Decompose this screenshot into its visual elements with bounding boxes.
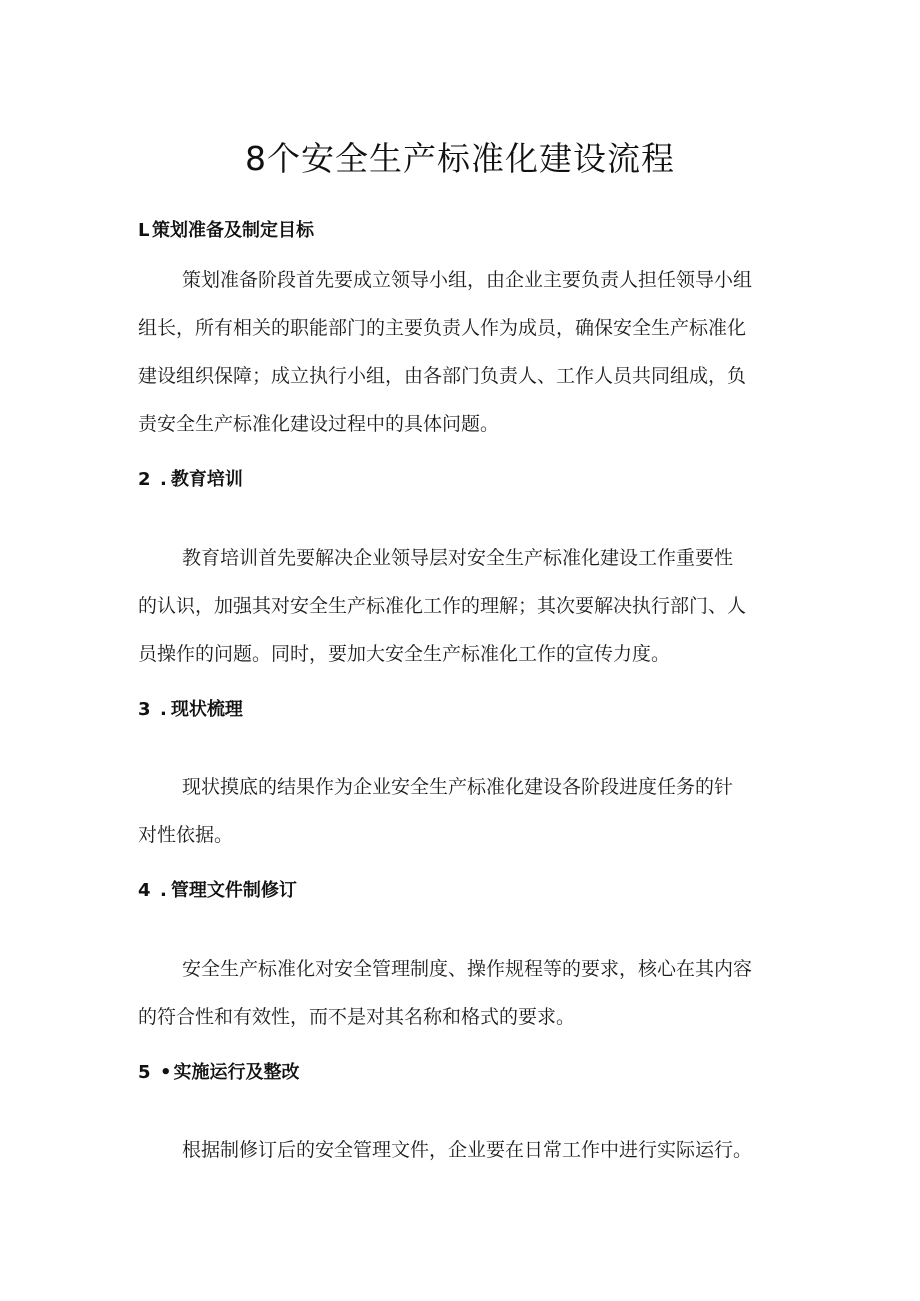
paragraph-line: 根据制修订后的安全管理文件，企业要在日常工作中进行实际运行。 [182, 1139, 753, 1161]
section-separator: . [160, 880, 167, 901]
section-heading-text: 教育培训 [170, 469, 243, 490]
section-heading-text: 管理文件制修订 [170, 880, 297, 901]
section-separator: . [160, 469, 167, 490]
section-heading-text: 策划准备及制定目标 [152, 220, 314, 241]
section-number: 3 [138, 699, 151, 720]
document-title: 8个安全生产标准化建设流程 [245, 139, 675, 179]
section-number: 5 [138, 1062, 151, 1083]
paragraph-line: 组长，所有相关的职能部门的主要负责人作为成员，确保安全生产标准化 [138, 317, 747, 339]
paragraph-line: 策划准备阶段首先要成立领导小组，由企业主要负责人担任领导小组 [182, 269, 753, 291]
section-paragraph-3 [138, 763, 788, 859]
paragraph-line: 的认识，加强其对安全生产标准化工作的理解；其次要解决执行部门、人 [138, 595, 747, 617]
section-number: L [138, 220, 150, 241]
section-separator: • [160, 1062, 172, 1083]
paragraph-line: 的符合性和有效性，而不是对其名称和格式的要求。 [138, 1006, 576, 1028]
paragraph-line: 对性依据。 [138, 824, 234, 846]
section-heading-text: 实施运行及整改 [173, 1062, 300, 1083]
section-heading-3 [138, 697, 243, 723]
paragraph-line: 现状摸底的结果作为企业安全生产标准化建设各阶段进度任务的针 [182, 776, 734, 798]
section-heading-2 [138, 467, 243, 493]
section-paragraph-1 [138, 256, 788, 448]
section-number: 2 [138, 469, 151, 490]
section-number: 4 [138, 880, 151, 901]
section-separator: . [160, 699, 167, 720]
paragraph-line: 安全生产标准化对安全管理制度、操作规程等的要求，核心在其内容 [182, 958, 753, 980]
section-paragraph-5 [138, 1126, 788, 1174]
paragraph-line: 教育培训首先要解决企业领导层对安全生产标准化建设工作重要性 [182, 547, 734, 569]
paragraph-line: 建设组织保障；成立执行小组，由各部门负责人、工作人员共同组成，负 [138, 365, 747, 387]
section-paragraph-2 [138, 534, 788, 678]
section-heading-text: 现状梳理 [170, 699, 243, 720]
section-heading-4 [138, 878, 297, 904]
paragraph-line: 员操作的问题。同时，要加大安全生产标准化工作的宣传力度。 [138, 643, 671, 665]
section-heading-1 [138, 218, 314, 244]
section-paragraph-4 [138, 945, 788, 1041]
paragraph-line: 责安全生产标准化建设过程中的具体问题。 [138, 413, 500, 435]
section-heading-5 [138, 1060, 300, 1086]
